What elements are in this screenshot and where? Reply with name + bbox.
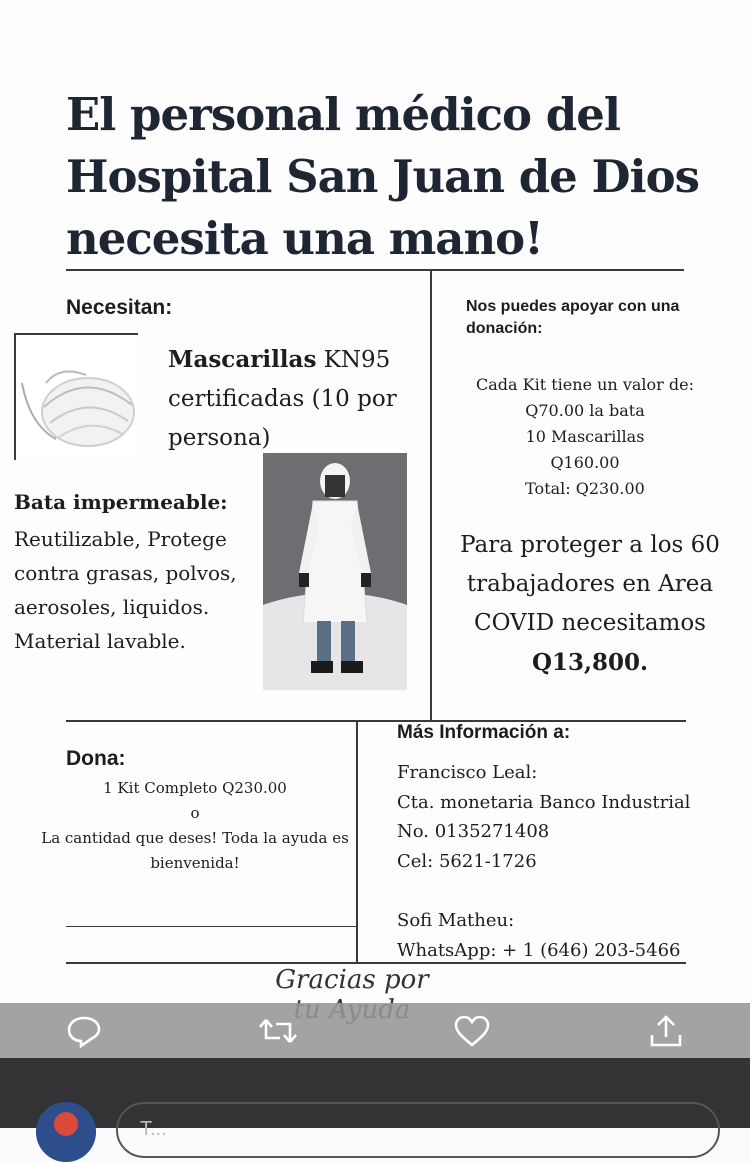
dona-heading: Dona: xyxy=(66,747,126,770)
info-heading: Más Información a: xyxy=(397,722,571,743)
mask-description: Mascarillas KN95 certificadas (10 por persona) xyxy=(168,346,397,451)
goal-amount: Q13,800. xyxy=(531,649,649,676)
reply-input[interactable] xyxy=(116,1102,720,1158)
avatar xyxy=(36,1102,96,1162)
mask-image xyxy=(14,333,138,460)
reply-button[interactable] xyxy=(64,1013,104,1049)
poster-title: El personal médico del Hospital San Juan de Dios necesita una mano! xyxy=(66,88,699,265)
kit-line: Cada Kit tiene un valor de: xyxy=(476,375,694,394)
share-icon xyxy=(648,1013,684,1049)
goal-text: Para proteger a los 60 trabajadores en Area COVID necesitamos Q13,800. xyxy=(440,526,740,682)
retweet-button[interactable] xyxy=(258,1013,298,1049)
dona-description: 1 Kit Completo Q230.00 o La cantidad que deses! Toda la ayuda es bienvenida! xyxy=(41,779,349,872)
gown-photo xyxy=(263,453,407,690)
divider xyxy=(66,962,686,964)
kit-line: 10 Mascarillas xyxy=(525,427,645,446)
share-button[interactable] xyxy=(646,1013,686,1049)
contact-details: Francisco Leal: Cta. monetaria Banco Industrial No. 0135271408 Cel: 5621-1726 xyxy=(397,762,691,872)
divider xyxy=(66,926,356,927)
kit-breakdown xyxy=(440,372,730,502)
kit-line: Total: Q230.00 xyxy=(525,479,645,498)
gown-description: Reutilizable, Protege contra grasas, polvos, aerosoles, liquidos. Material lavable. xyxy=(14,527,237,653)
tweet-action-bar xyxy=(0,1003,750,1058)
kit-line: Q70.00 la bata xyxy=(525,401,645,420)
divider xyxy=(430,271,432,721)
kit-line: Q160.00 xyxy=(550,453,620,472)
thanks-script: Gracias por xyxy=(275,965,429,995)
reply-icon xyxy=(66,1014,102,1048)
donation-intro: Nos puedes apoyar con una donación: xyxy=(466,298,680,337)
divider xyxy=(66,269,684,271)
gown-heading: Bata impermeable: xyxy=(14,490,228,514)
retweet-icon xyxy=(258,1014,298,1048)
needs-heading: Necesitan: xyxy=(66,296,173,319)
contact-details-2: Sofi Matheu: WhatsApp: + 1 (646) 203-5466 xyxy=(397,910,681,961)
like-button[interactable] xyxy=(452,1013,492,1049)
reply-placeholder: T... xyxy=(140,1118,167,1140)
reply-composer-bar xyxy=(0,1058,750,1140)
like-icon xyxy=(453,1014,491,1048)
divider xyxy=(66,720,686,722)
